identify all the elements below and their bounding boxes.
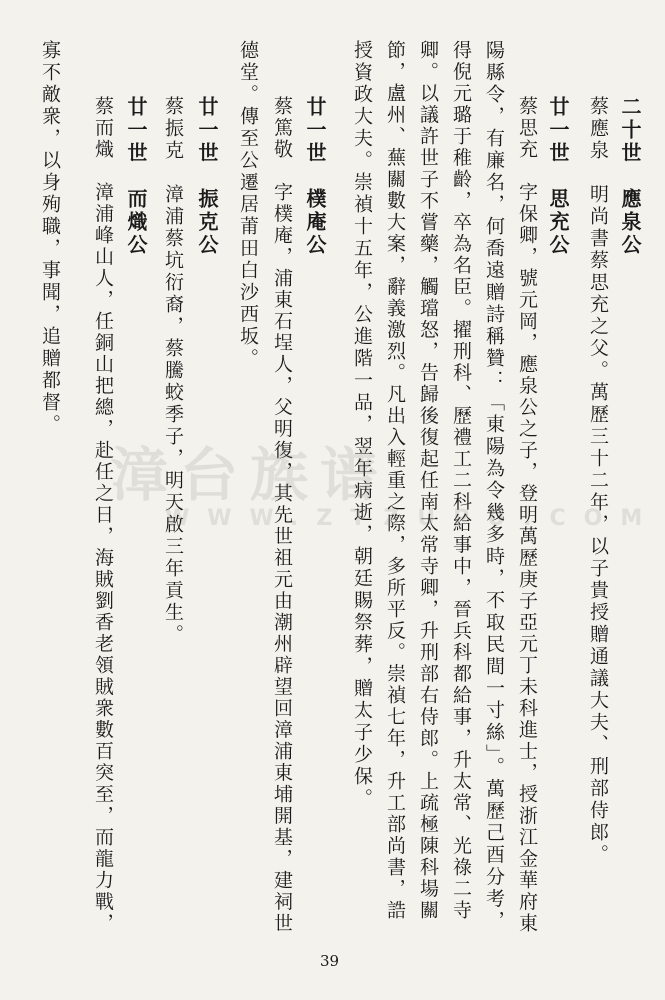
text-column: 蔡篤敬 字樸庵，浦東石埕人，父明復，其先世祖元由潮州辟望回漳浦東埔開基，建祠世 bbox=[271, 96, 293, 935]
watermark-url: WWW.ZTZUPU.COM bbox=[165, 506, 661, 531]
text-column: 授資政大夫。崇禎十五年，公進階一品，翌年病逝，朝廷賜祭葬，贈太子少保。 bbox=[351, 40, 373, 810]
text-column: 寡不敵衆，以身殉職，事聞，追贈都督。 bbox=[39, 40, 61, 436]
watermark-logo-text: 漳台族谱 bbox=[110, 441, 391, 509]
text-column: 蔡應泉 明尚書蔡思充之父。萬歷三十二年，以子貴授贈通議大夫、刑部侍郎。 bbox=[587, 96, 609, 866]
generation-heading: 廿一世 而熾公 bbox=[124, 96, 148, 257]
generation-heading: 廿一世 振克公 bbox=[195, 96, 219, 257]
text-column: 蔡思充 字保卿，號元岡，應泉公之子，登明萬歷庚子亞元丁未科進士，授浙江金華府東 bbox=[516, 96, 538, 935]
generation-heading: 廿一世 思充公 bbox=[546, 96, 570, 257]
text-column: 陽縣令，有廉名，何喬遠贈詩稱贊：「東陽為令幾多時，不取民間一寸絲」。萬歷己酉分考， bbox=[483, 40, 505, 933]
text-column: 蔡振克 漳浦蔡坑衍裔，蔡騰蛟季子，明天啟三年貢生。 bbox=[162, 96, 184, 646]
text-column: 節，盧州、蕪關數大案，辭義激烈。凡出入輕重之際，多所平反。崇禎七年，升工部尚書，誥 bbox=[384, 40, 406, 922]
text-column: 得倪元璐于稚齡，卒為名臣。擢刑科、歷禮工二科給事中，晉兵科都給事，升太常、光祿二寺 bbox=[450, 40, 472, 922]
page-number: 39 bbox=[320, 952, 340, 970]
text-column: 卿。以議許世子不嘗藥，觸璫怒，告歸後復起任南太常寺卿，升刑部右侍郎。上疏極陳科場關 bbox=[417, 40, 439, 922]
text-column: 德堂。傳至公遷居莆田白沙西坂。 bbox=[237, 40, 259, 370]
generation-heading: 廿一世 樸庵公 bbox=[303, 96, 327, 257]
text-column: 蔡而熾 漳浦峰山人，任銅山把總，赴任之日，海賊劉香老領賊衆數百突至，而龍力戰， bbox=[92, 96, 114, 935]
generation-heading: 二十世 應泉公 bbox=[618, 96, 642, 257]
